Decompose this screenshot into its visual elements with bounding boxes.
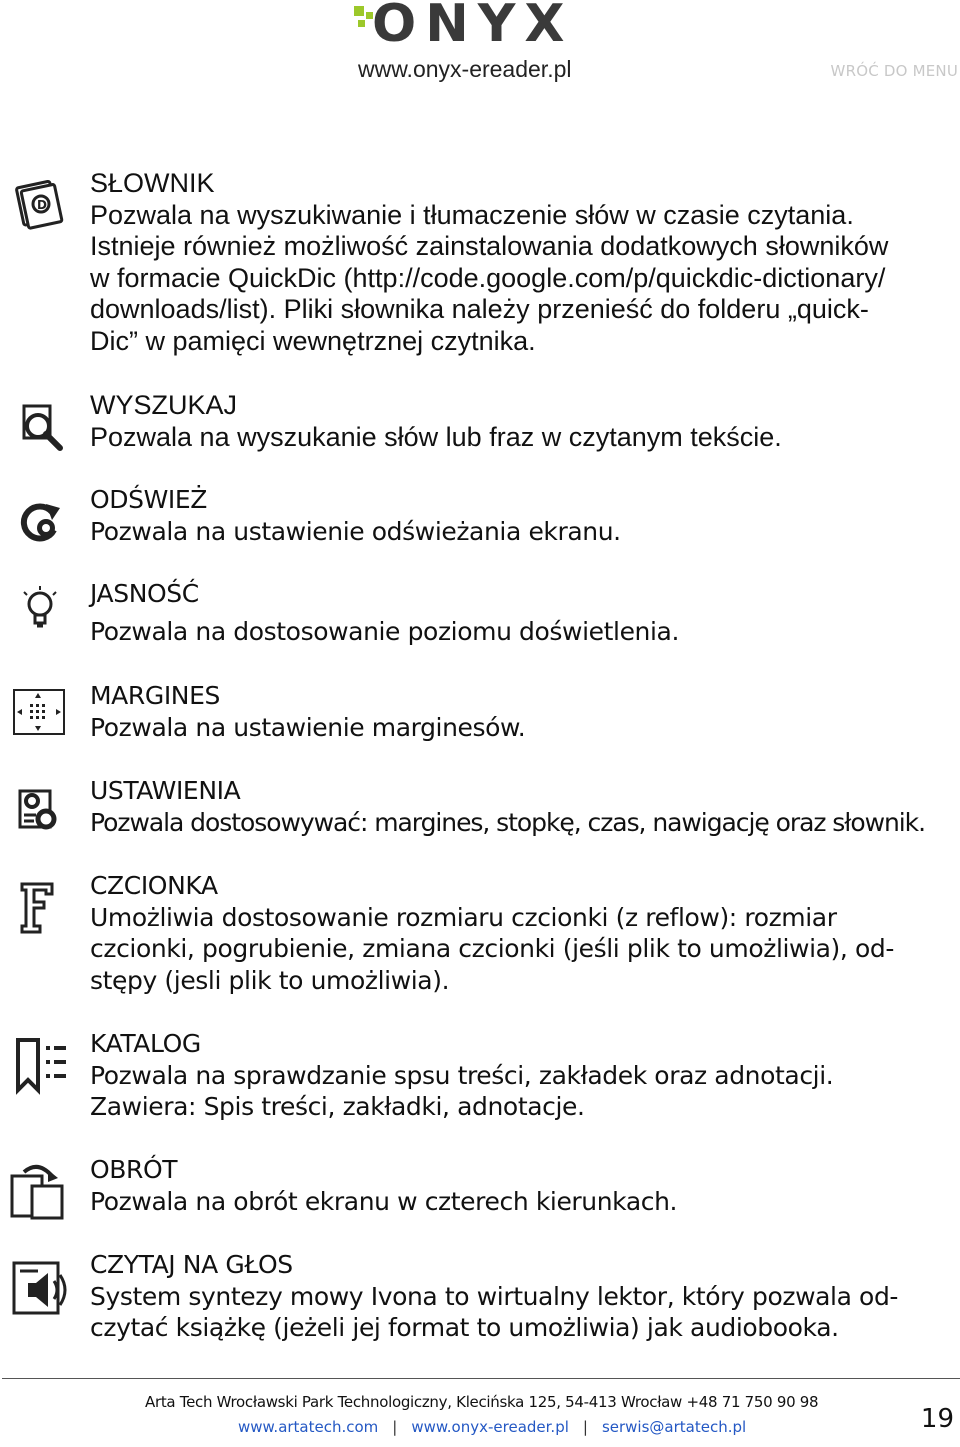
page-number: 19: [920, 1404, 954, 1434]
footer-separator: |: [392, 1418, 398, 1436]
onyx-logo: [350, 2, 610, 62]
section-body: Pozwala na wyszukiwanie i tłumaczenie słów w czasie czytania. Istnieje również możliwość zainstalowania dodatkowych słowników w formacie QuickDic (http://code.google.com/p/quickdic-dictionary/ downloads/list). Pliki słownika należy przenieść do folderu „quick- Dic” w pamięci wewnętrznej czytnika.: [90, 199, 889, 356]
section-body: Pozwala dostosowywać: margines, stopkę, czas, nawigację oraz słownik.: [90, 807, 925, 837]
search-icon: [8, 396, 72, 460]
section-body: Pozwala na wyszukanie słów lub fraz w czytanym tekście.: [90, 421, 782, 452]
logo-text: ONYX: [372, 0, 574, 54]
dictionary-icon: [8, 174, 72, 238]
section-body: Umożliwia dostosowanie rozmiaru czcionki (z reflow): rozmiar czcionki, pogrubienie, zmiana czcionki (jeśli plik to umożliwia), od- stępy (jesli plik to umożliwia).: [90, 902, 894, 995]
brightness-icon: [8, 578, 72, 642]
section-title: JASNOŚĆ: [90, 579, 199, 608]
section-title: CZYTAJ NA GŁOS: [90, 1250, 293, 1279]
footer-links: [238, 1418, 746, 1436]
section-title: CZCIONKA: [90, 871, 218, 900]
section-body: Pozwala na obrót ekranu w czterech kierunkach.: [90, 1186, 678, 1216]
section-title: WYSZUKAJ: [90, 390, 238, 420]
section-title: OBRÓT: [90, 1155, 178, 1184]
section-title: KATALOG: [90, 1029, 201, 1058]
section-body: Pozwala na sprawdzanie spsu treści, zakładek oraz adnotacji. Zawiera: Spis treści, zakładki, adnotacje.: [90, 1060, 834, 1121]
section-body: Pozwala na dostosowanie poziomu doświetlenia.: [90, 617, 680, 646]
refresh-icon: [8, 490, 72, 554]
footer-link-artatech[interactable]: www.artatech.com: [238, 1418, 379, 1436]
margins-icon: [8, 682, 72, 746]
section-body: Pozwala na ustawienie marginesów.: [90, 712, 526, 742]
section-body: Pozwala na ustawienie odświeżania ekranu.: [90, 516, 621, 546]
font-icon: [8, 876, 72, 940]
footer-separator: |: [582, 1418, 588, 1436]
footer-link-email[interactable]: serwis@artatech.pl: [601, 1418, 747, 1436]
footer-address: Arta Tech Wrocławski Park Technologiczny, Klecińska 125, 54-413 Wrocław +48 71 750 90 98: [145, 1393, 819, 1411]
section-title: MARGINES: [90, 681, 220, 710]
section-title: SŁOWNIK: [90, 168, 215, 198]
footer-link-onyx[interactable]: www.onyx-ereader.pl: [411, 1418, 569, 1436]
svg-text:D: D: [37, 198, 47, 212]
section-body: System syntezy mowy Ivona to wirtualny lektor, który pozwala od- czytać książkę (jeżeli jej format to umożliwia) jak audiobooka.: [90, 1281, 899, 1342]
site-url[interactable]: www.onyx-ereader.pl: [358, 56, 572, 82]
catalog-icon: [8, 1034, 72, 1098]
read-aloud-icon: [8, 1255, 72, 1319]
section-title: ODŚWIEŻ: [90, 485, 208, 514]
section-title: USTAWIENIA: [90, 776, 241, 805]
settings-icon: [8, 779, 72, 843]
back-to-menu-link[interactable]: WRÓĆ DO MENU: [830, 62, 958, 80]
rotate-icon: [8, 1160, 72, 1224]
footer-divider: [2, 1378, 960, 1379]
